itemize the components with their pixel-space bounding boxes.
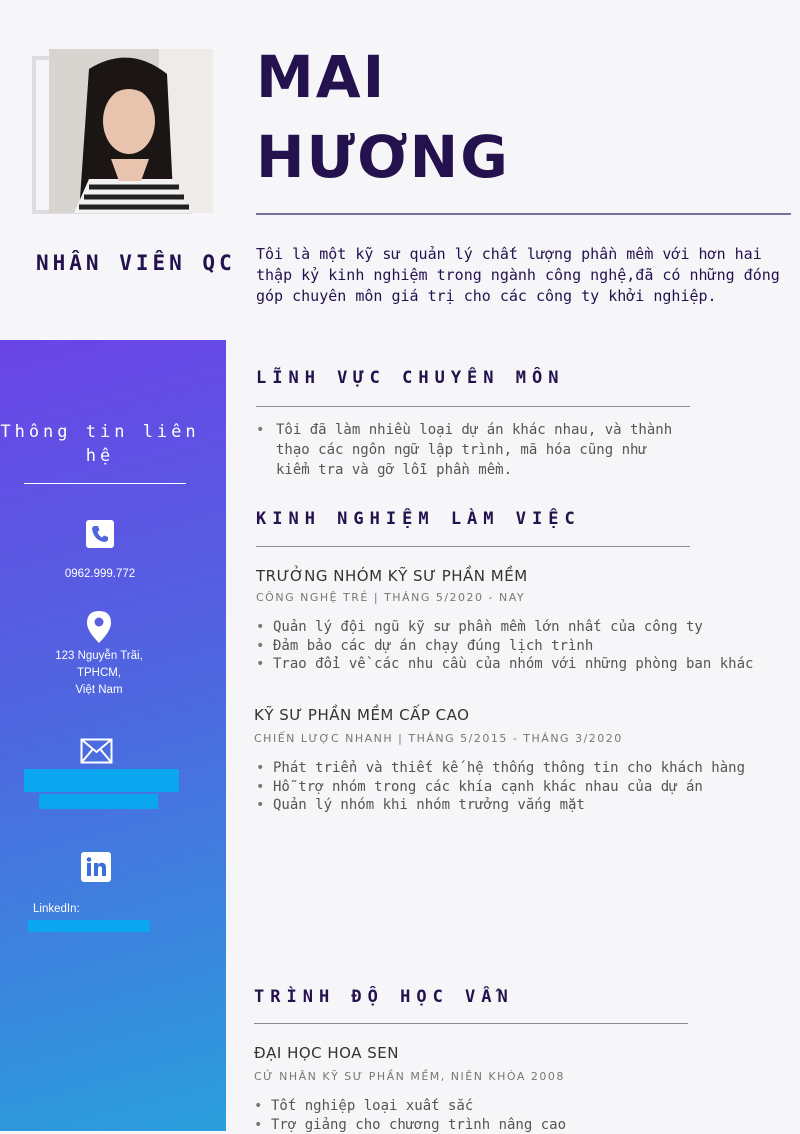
profile-photo xyxy=(49,49,213,213)
list-item: • Trao đổi về các nhu cầu của nhóm với những phòng ban khác xyxy=(256,655,753,674)
expertise-title: LĨNH VỰC CHUYÊN MÔN xyxy=(256,368,564,388)
linkedin-redaction xyxy=(28,920,150,932)
list-item: • Trợ giảng cho chương trình nâng cao xyxy=(254,1116,566,1134)
location-pin-icon xyxy=(86,610,112,644)
expertise-text: Tôi đã làm nhiều loại dự án khác nhau, và thành thạo các ngôn ngữ lập trình, mã hóa cũng như kiểm tra và gỡ lỗi phần mềm. xyxy=(276,422,672,478)
list-item: • Tốt nghiệp loại xuất sắc xyxy=(254,1097,566,1116)
list-item: • Quản lý đội ngũ kỹ sư phần mềm lớn nhất của công ty xyxy=(256,618,753,637)
degree-meta: CỬ NHÂN KỸ SƯ PHẦN MỀM, NIÊN KHÓA 2008 xyxy=(254,1070,565,1083)
role-title: NHÂN VIÊN QC xyxy=(36,248,236,278)
education-title: TRÌNH ĐỘ HỌC VẤN xyxy=(254,987,514,1007)
phone-icon xyxy=(86,520,114,548)
expertise-item: • Tôi đã làm nhiều loại dự án khác nhau, và thành thạo các ngôn ngữ lập trình, mã hóa cũng như kiểm tra và gỡ lỗi phần mềm. xyxy=(256,420,676,480)
email-icon xyxy=(80,738,113,764)
expertise-divider xyxy=(256,406,690,407)
list-item: • Hỗ trợ nhóm trong các khía cạnh khác nhau của dự án xyxy=(256,778,745,797)
summary-text: Tôi là một kỹ sư quản lý chất lượng phần mềm với hơn hai thập kỷ kinh nghiệm trong ngành công nghệ,đã có những đóng góp chuyên môn giá trị cho các công ty khởi nghiệp. xyxy=(256,244,796,307)
job-title: TRƯỞNG NHÓM KỸ SƯ PHẦN MỀM xyxy=(256,567,528,585)
name-line-2: HƯƠNG xyxy=(256,128,510,186)
experience-title: KINH NGHIỆM LÀM VIỆC xyxy=(256,509,581,529)
list-item: • Đảm bảo các dự án chạy đúng lịch trình xyxy=(256,637,753,656)
name-line-1: MAI xyxy=(256,48,386,106)
education-bullets xyxy=(254,1097,566,1134)
contact-heading: Thông tin liên hệ xyxy=(0,420,200,468)
address-line-1: 123 Nguyễn Trãi, xyxy=(0,648,198,665)
email-redaction-2 xyxy=(39,794,158,809)
address-line-2: TPHCM, xyxy=(0,665,198,682)
email-redaction xyxy=(24,769,179,792)
education-divider xyxy=(254,1023,688,1024)
job-title: KỸ SƯ PHẦN MỀM CẤP CAO xyxy=(254,706,469,724)
title-divider xyxy=(256,213,791,215)
job-meta: CÔNG NGHỆ TRẺ | THÁNG 5/2020 - NAY xyxy=(256,591,525,604)
linkedin-icon xyxy=(81,852,111,882)
contact-divider xyxy=(24,483,186,484)
job-bullets xyxy=(256,618,753,674)
school-name: ĐẠI HỌC HOA SEN xyxy=(254,1044,399,1062)
address-line-3: Việt Nam xyxy=(0,682,198,699)
experience-divider xyxy=(256,546,690,547)
list-item: • Quản lý nhóm khi nhóm trưởng vắng mặt xyxy=(256,796,745,815)
list-item: • Phát triển và thiết kế hệ thống thông tin cho khách hàng xyxy=(256,759,745,778)
phone-number: 0962.999.772 xyxy=(0,566,200,583)
address xyxy=(0,648,198,699)
job-meta: CHIẾN LƯỢC NHANH | THÁNG 5/2015 - THÁNG 3/2020 xyxy=(254,732,623,745)
job-bullets xyxy=(256,759,745,815)
linkedin-label: LinkedIn: xyxy=(33,901,80,918)
